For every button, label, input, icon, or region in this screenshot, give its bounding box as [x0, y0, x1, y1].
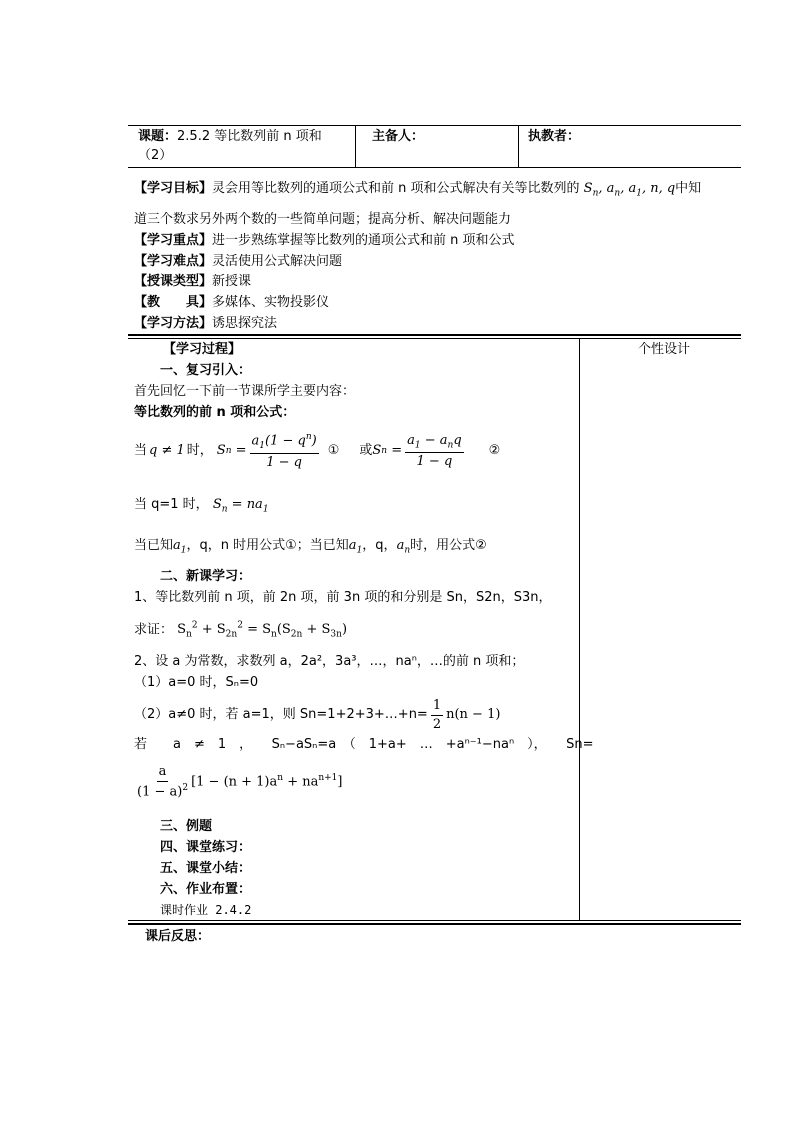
key-label: 【学习重点】: [134, 233, 213, 248]
header-top-rule: [128, 125, 741, 126]
circle-2: ②: [488, 443, 501, 459]
sn-result-formula: $\frac{a}{(1 - a)^2}$ $[1 - (n + 1)a^n + na^{n+1}]$: [137, 764, 343, 799]
tools-text: 多媒体、实物投影仪: [212, 295, 330, 310]
problem-1: 1、等比数列前 n 项，前 2n 项，前 3n 项的和分别是 Sn，S2n，S3n，: [134, 590, 552, 605]
main-col-divider: [579, 338, 580, 921]
header-bottom-rule: [128, 167, 741, 168]
section-2-title: 二、新课学习：: [160, 569, 252, 584]
reflection-label: 课后反思：: [145, 929, 211, 944]
known-a1: $a_1$: [173, 538, 187, 556]
topic-cell: [138, 129, 322, 145]
known-a1-2: $a_1$: [348, 538, 363, 556]
diff-text: 灵活使用公式解决问题: [212, 254, 343, 269]
problem-2-case-3: 若 a ≠ 1 ， Sₙ−aSₙ=a （ 1+a+ … +aⁿ⁻¹−naⁿ ）， Sn=: [134, 737, 594, 752]
section-3-title: 三、例题: [160, 819, 213, 834]
type-line: [134, 274, 251, 290]
topic-cont: （2）: [138, 148, 173, 163]
known-c: ，q，: [362, 538, 397, 553]
header-divider-2: [518, 125, 519, 167]
tools-label: 【教 具】: [134, 295, 213, 310]
diff-label: 【学习难点】: [134, 254, 213, 269]
sn-formula-2: S n = $\frac{a_1 - a_nq}{1 - q}$: [372, 432, 462, 470]
process-title: 【学习过程】: [163, 342, 242, 357]
known-d: 时，用公式②: [410, 538, 487, 553]
method-text: 诱思探究法: [212, 316, 278, 331]
known-an: $a_n$: [396, 538, 411, 556]
goal-text-end: 中知: [675, 181, 702, 196]
prove-formula: $S_n^2 + S_{2n}^2 = S_n(S_{2n} + S_{3n})$: [177, 621, 348, 640]
problem-2-case-2: [134, 698, 500, 732]
topic-value: 2.5.2 等比数列前 n 项和: [177, 129, 322, 144]
problem-2: 2、设 a 为常数，求数列 a，2a²，3a³，…，naⁿ，…的前 n 项和；: [134, 654, 525, 669]
case-2-formula: $\frac{1}{2}$ n(n − 1): [432, 698, 501, 732]
side-title: 个性设计: [638, 342, 691, 357]
method-label: 【学习方法】: [134, 316, 213, 331]
main-bottom-rule-2: [128, 923, 741, 925]
prove-line: [134, 621, 347, 641]
main-top-rule-2: [128, 338, 741, 339]
key-text: 进一步熟练掌握等比数列的通项公式和前 n 项和公式: [212, 233, 515, 248]
homework: 课时作业 2.4.2: [160, 903, 252, 917]
goal-math: $S_n$, $a_n$, $a_1$, n, q: [583, 181, 676, 199]
known-a: 当已知: [134, 538, 174, 553]
section-6-title: 六、作业布置：: [160, 882, 252, 897]
known-line: [134, 538, 487, 556]
goal-line-2: 道三个数求另外两个数的一些简单问题；提高分析、解决问题能力: [134, 212, 512, 227]
circle-1: ①: [327, 443, 340, 459]
main-bottom-rule-1: [128, 920, 741, 921]
method-line: [134, 316, 277, 332]
formula-title: 等比数列的前 n 项和公式：: [134, 405, 296, 420]
when-1: 当: [134, 443, 148, 459]
main-top-rule-1: [128, 334, 741, 336]
known-b: ，q，n 时用公式①；当已知: [186, 538, 349, 553]
goal-text: 灵会用等比数列的通项公式和前 n 项和公式解决有关等比数列的: [212, 181, 580, 196]
goal-line: [134, 181, 701, 199]
or-word: 或: [359, 443, 373, 459]
prep-label: 主备人：: [372, 129, 425, 144]
topic-label: 课题：: [138, 129, 178, 144]
goal-label: 【学习目标】: [134, 181, 213, 196]
sn-formula-3: $S_n = na_1$: [212, 497, 269, 515]
prove-label: 求证：: [134, 622, 174, 638]
diff-line: [134, 254, 342, 270]
type-label: 【授课类型】: [134, 274, 213, 289]
header-divider-1: [355, 125, 356, 167]
section-5-title: 五、课堂小结：: [160, 861, 252, 876]
section-1-title: 一、复习引入：: [160, 363, 252, 378]
formula-line-2: [134, 497, 269, 515]
formula-line-1: [134, 432, 500, 470]
teacher-label: 执教者：: [528, 129, 581, 144]
when-1-shi: 时，: [186, 443, 213, 459]
when-1-cond: q ≠ 1: [149, 443, 185, 459]
sn-formula-1: S n = $\frac{a_1(1 - q^n)}{1 - q}$: [216, 432, 317, 470]
when-2: 当 q=1 时，: [134, 497, 209, 512]
key-line: [134, 233, 515, 249]
type-text: 新授课: [212, 274, 252, 289]
section-4-title: 四、课堂练习：: [160, 840, 252, 855]
section-1-text: 首先回忆一下前一节课所学主要内容：: [134, 384, 356, 399]
case-2-text: （2）a≠0 时，若 a=1，则 Sn=1+2+3+…+n=: [134, 707, 428, 723]
problem-2-case-1: （1）a=0 时，Sₙ=0: [134, 675, 259, 690]
tools-line: [134, 295, 329, 311]
